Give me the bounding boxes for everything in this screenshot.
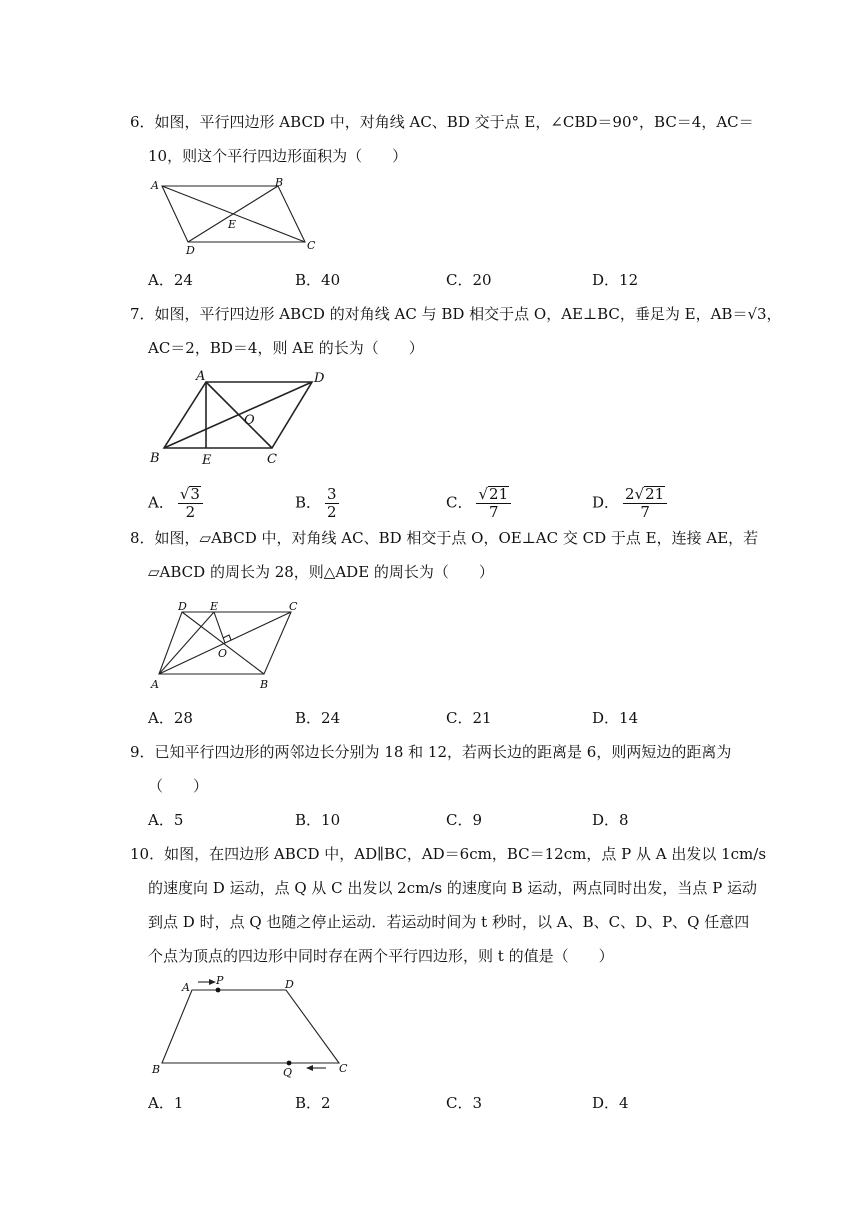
q10-option-b[interactable]: B．2 — [295, 1094, 331, 1112]
q6-label-e: E — [228, 218, 237, 231]
q6-label-b: B — [275, 176, 284, 189]
q9-stem-line1: 9．已知平行四边形的两邻边长分别为 18 和 12，若两长边的距离是 6，则两短边的距离为 — [130, 743, 732, 761]
q10-stem-line4: 个点为顶点的四边形中同时存在两个平行四边形，则 t 的值是（ ） — [148, 947, 614, 965]
q7-label-c: C — [267, 452, 277, 467]
q9-stem-line2: （ ） — [148, 777, 209, 795]
q8-label-b: B — [260, 678, 269, 691]
q8-option-c[interactable]: C．21 — [446, 709, 492, 727]
q8-label-e: E — [210, 600, 219, 613]
q7-stem-line2: AC＝2，BD＝4，则 AE 的长为（ ） — [148, 339, 424, 357]
q8-stem-line2: ▱ABCD 的周长为 28，则△ADE 的周长为（ ） — [148, 563, 494, 581]
q9-option-d[interactable]: D．8 — [592, 811, 629, 829]
q7-label-d: D — [314, 371, 325, 386]
q7-option-d[interactable]: D． $\frac{2√21}{7}$ — [592, 486, 667, 521]
q7-parallelogram-figure — [144, 366, 344, 470]
q8-option-b[interactable]: B．24 — [295, 709, 341, 727]
q7-label-e: E — [202, 453, 212, 468]
q6-label-d: D — [186, 244, 195, 257]
q8-option-a[interactable]: A．28 — [148, 709, 193, 727]
q8-parallelogram-figure — [146, 596, 306, 692]
q6-option-d[interactable]: D．12 — [592, 271, 639, 289]
q6-stem-line2: 10，则这个平行四边形面积为（ ） — [148, 147, 408, 165]
q10-stem-line2: 的速度向 D 运动，点 Q 从 C 出发以 2cm/s 的速度向 B 运动，两点同时出发，当点 P 运动 — [148, 879, 758, 897]
q7-label-b: B — [150, 451, 160, 466]
q6-parallelogram-figure — [148, 174, 328, 260]
q10-trapezoid-figure — [146, 972, 366, 1082]
q7-option-c[interactable]: C． $\frac{√21}{7}$ — [446, 486, 511, 521]
q8-label-o: O — [218, 647, 228, 660]
q10-stem-line3: 到点 D 时，点 Q 也随之停止运动．若运动时间为 t 秒时，以 A、B、C、D、P、Q 任意四 — [148, 913, 750, 931]
q10-label-q: Q — [283, 1066, 293, 1079]
q7-option-a[interactable]: A． $\frac{√3}{2}$ — [148, 486, 203, 521]
q7-option-b[interactable]: B． $\frac{3}{2}$ — [295, 485, 337, 521]
q10-label-p: P — [216, 974, 224, 987]
q10-label-a: A — [182, 981, 190, 994]
q10-option-c[interactable]: C．3 — [446, 1094, 483, 1112]
q6-label-a: A — [151, 179, 159, 192]
q10-option-d[interactable]: D．4 — [592, 1094, 629, 1112]
q7-label-a: A — [196, 369, 206, 384]
q6-option-a[interactable]: A．24 — [148, 271, 193, 289]
q10-label-d: D — [285, 978, 294, 991]
q8-label-a: A — [151, 678, 159, 691]
q9-option-c[interactable]: C．9 — [446, 811, 483, 829]
q7-stem-line1: 7．如图，平行四边形 ABCD 的对角线 AC 与 BD 相交于点 O，AE⊥BC，垂足为 E，AB＝√3， — [130, 305, 782, 323]
q10-label-b: B — [152, 1063, 161, 1076]
q8-option-d[interactable]: D．14 — [592, 709, 639, 727]
q6-label-c: C — [307, 239, 316, 252]
q10-stem-line1: 10．如图，在四边形 ABCD 中，AD∥BC，AD＝6cm，BC＝12cm，点 P 从 A 出发以 1cm/s — [130, 845, 767, 863]
q10-option-a[interactable]: A．1 — [148, 1094, 184, 1112]
q8-label-d: D — [178, 600, 187, 613]
q6-stem-line1: 6．如图，平行四边形 ABCD 中，对角线 AC、BD 交于点 E，∠CBD＝90°，BC＝4，AC＝ — [130, 113, 754, 131]
q7-label-o: O — [244, 413, 255, 428]
q8-stem-line1: 8．如图，▱ABCD 中，对角线 AC、BD 相交于点 O，OE⊥AC 交 CD 于点 E，连接 AE，若 — [130, 529, 759, 547]
q6-option-b[interactable]: B．40 — [295, 271, 341, 289]
q10-label-c: C — [339, 1062, 348, 1075]
q9-option-b[interactable]: B．10 — [295, 811, 341, 829]
q8-label-c: C — [289, 600, 298, 613]
q9-option-a[interactable]: A．5 — [148, 811, 184, 829]
q6-option-c[interactable]: C．20 — [446, 271, 492, 289]
